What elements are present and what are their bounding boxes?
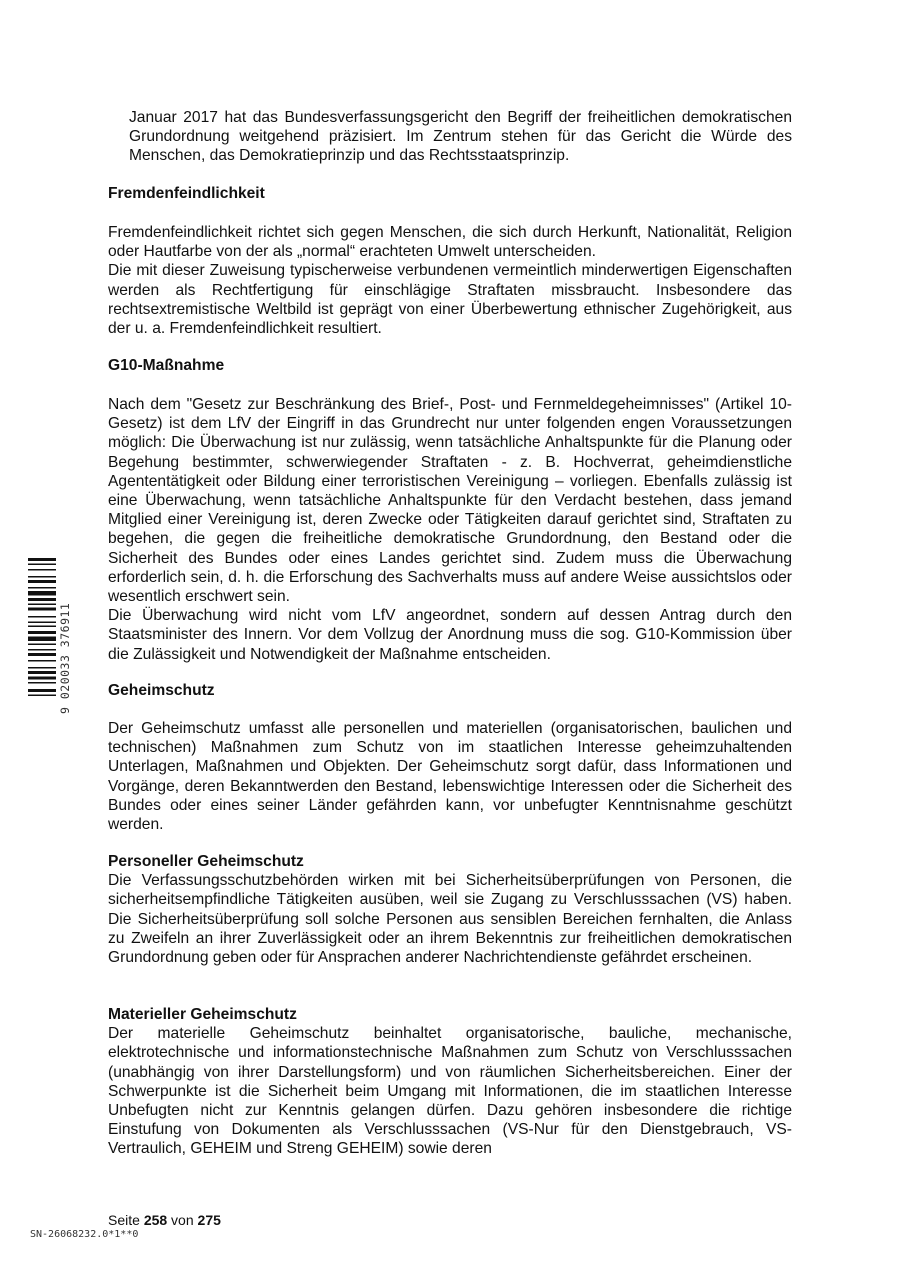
- barcode-bar: [28, 671, 56, 674]
- section-heading: G10-Maßnahme: [108, 357, 225, 374]
- page-of-label: von: [167, 1212, 198, 1228]
- paragraph: Fremdenfeindlichkeit richtet sich gegen Menschen, die sich durch Herkunft, Nationalität, Religion oder Hautfarbe von der als „normal“ erachteten Umwelt unterscheiden.: [108, 224, 792, 261]
- barcode-bar: [28, 682, 56, 684]
- section-fremdenfeindlichkeit-body: [108, 223, 792, 338]
- section-heading: Geheimschutz: [108, 682, 215, 699]
- paragraph: Die Verfassungsschutzbehörden wirken mit bei Sicherheitsüberprüfungen von Personen, die sicherheitsempfindliche Tätigkeiten ausüben, weil sie Zugang zu Verschlusssachen (VS) haben. Die Sicherheitsüberprüfung soll solche Personen aus sensiblen Bereichen fernhalten, die Anlass zu Zweifeln an ihrer Zuverlässigkeit oder an ihrem Bekenntnis zur freiheitlichen demokratischen Grundordnung geben oder für Ansprachen anderer Nachrichtendienste gefährdet erscheinen.: [108, 872, 792, 967]
- barcode-bar: [28, 580, 56, 583]
- barcode-bar: [28, 667, 56, 669]
- barcode-bar: [28, 604, 56, 606]
- current-page: 258: [143, 1212, 168, 1228]
- section-heading: Fremdenfeindlichkeit: [108, 185, 265, 202]
- page-number: [108, 1212, 221, 1228]
- intro-text: Januar 2017 hat das Bundesverfassungsgericht den Begriff der freiheitlichen demokratischen Grundordnung weitgehend präzisiert. Im Zentrum stehen für das Gericht die Würde des Menschen, das Demokratieprinzip und das Rechtsstaatsprinzip.: [129, 109, 792, 165]
- barcode-bar: [28, 695, 56, 697]
- barcode-bar: [28, 558, 56, 561]
- section-materieller-geheimschutz: [108, 1005, 792, 1159]
- section-g10: [108, 356, 792, 375]
- paragraph: Die Überwachung wird nicht vom LfV angeordnet, sondern auf dessen Antrag durch den Staatsminister des Innern. Vor dem Vollzug der Anordnung muss die sog. G10-Kommission über die Zulässigkeit und Notwendigkeit der Maßnahme entscheiden.: [108, 607, 792, 663]
- total-pages: 275: [197, 1212, 221, 1228]
- section-geheimschutz-body: [108, 719, 792, 834]
- barcode-digits: 9 020033 376911: [58, 602, 72, 714]
- barcode-bar: [28, 616, 56, 618]
- paragraph: Der Geheimschutz umfasst alle personellen und materiellen (organisatorischen, baulichen und technischen) Maßnahmen zum Schutz von im staatlichen Interesse geheimzuhaltenden Unterlagen, Maßnahmen und Objekten. Der Geheimschutz sorgt dafür, dass Informationen und Vorgänge, deren Bekanntwerden den Bestand, lebenswichtige Interessen oder die Sicherheit des Bundes oder eines seiner Länder gefährden kann, vor unbefugter Kenntnisnahme geschützt werden.: [108, 720, 792, 834]
- barcode-bar: [28, 564, 56, 566]
- barcode-bar: [28, 591, 56, 596]
- paragraph: Nach dem "Gesetz zur Beschränkung des Brief-, Post- und Fernmeldegeheimnisses" (Artikel 10-Gesetz) ist dem LfV der Eingriff in das Grundrecht nur unter folgenden engen Voraussetzungen möglich: Die Überwachung ist nur zulässig, wenn tatsächliche Anhaltspunkte für die Planung oder Begehung bestimmter, schwerwiegender Straftaten - z. B. Hochverrat, geheimdienstliche Agententätigkeit oder Bildung einer terroristischen Vereinigung – vorliegen. Ebenfalls zulässig ist eine Überwachung, wenn tatsächliche Anhaltspunkte für den Verdacht bestehen, dass jemand Mitglied einer Vereinigung ist, deren Zwecke oder Tätigkeiten darauf gerichtet sind, Straftaten zu begehen, die gegen die freiheitliche demokratische Grundordnung, den Bestand oder die Sicherheit des Bundes oder eines Landes gerichtet sind. Zudem muss die Überwachung erforderlich sein, d. h. die Erforschung des Sachverhalts muss auf andere Weise aussichtslos oder wesentlich erschwert sein.: [108, 396, 792, 606]
- document-code: SN-26068232.0*1**0: [30, 1229, 139, 1240]
- barcode-bar: [28, 587, 56, 589]
- section-heading: Materieller Geheimschutz: [108, 1006, 297, 1023]
- section-personeller-geheimschutz: [108, 852, 792, 967]
- section-heading: Personeller Geheimschutz: [108, 853, 304, 870]
- barcode-bar: [28, 689, 56, 692]
- page-label: Seite: [108, 1212, 144, 1228]
- barcode-bar: [28, 622, 56, 624]
- paragraph: Der materielle Geheimschutz beinhaltet organisatorische, bauliche, mechanische, elektrotechnische und informationstechnische Maßnahmen zum Schutz von Verschlusssachen (unabhängig von ihrer Darstellungsform) und von räumlichen Sicherheitsbereichen. Einer der Schwerpunkte ist die Sicherheit beim Umgang mit Informationen, die im staatlichen Interesse Unbefugten nicht zur Kenntnis gelangen dürfen. Dazu gehören insbesondere die richtige Einstufung von Dokumenten als Verschlusssachen (VS-Nur für den Dienstgebrauch, VS-Vertraulich, GEHEIM und Streng GEHEIM) sowie deren: [108, 1025, 792, 1158]
- intro-paragraph: [108, 108, 792, 166]
- paragraph: Die mit dieser Zuweisung typischerweise verbundenen vermeintlich minderwertigen Eigenschaften werden als Rechtfertigung für einschlägige Straftaten missbraucht. Insbesondere das rechtsextremistische Weltbild ist geprägt von einer Überbewertung ethnischer Zugehörigkeit, aus der u. a. Fremdenfeindlichkeit resultiert.: [108, 262, 792, 338]
- barcode-bar: [28, 598, 56, 601]
- barcode-bar: [28, 649, 56, 651]
- section-geheimschutz: [108, 681, 792, 700]
- barcode-bar: [28, 608, 56, 611]
- barcode-bar: [28, 631, 56, 634]
- barcode-bar: [28, 660, 56, 662]
- barcode-bar: [28, 653, 56, 656]
- barcode-bar: [28, 677, 56, 680]
- barcode-bar: [28, 637, 56, 642]
- barcode-bar: [28, 569, 56, 571]
- section-g10-body: [108, 395, 792, 664]
- section-fremdenfeindlichkeit: [108, 184, 792, 203]
- barcode-bar: [28, 644, 56, 646]
- barcode-bar: [28, 626, 56, 628]
- barcode-bar: [28, 576, 56, 578]
